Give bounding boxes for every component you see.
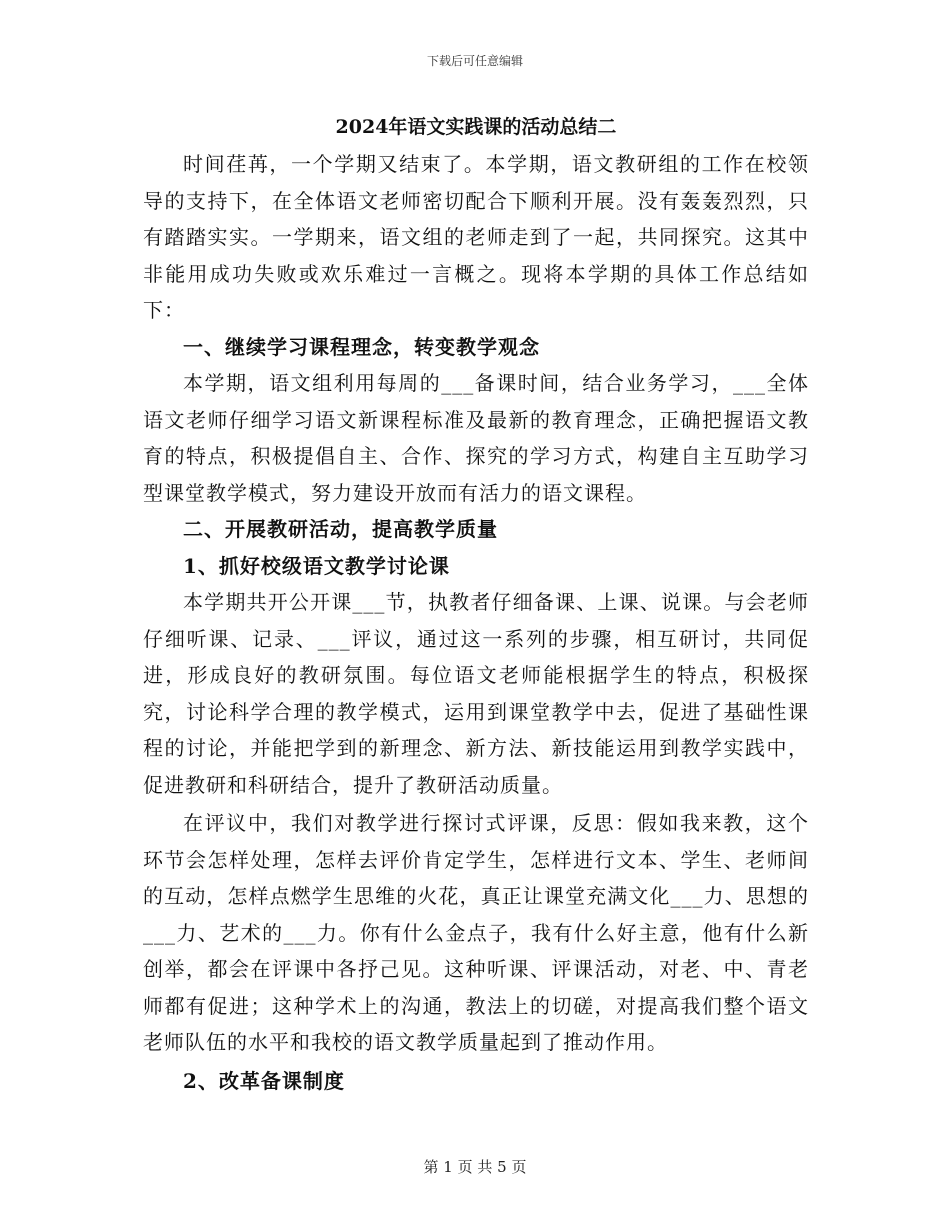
document-body [143,110,809,1099]
section-2-heading: 二、开展教研活动，提高教学质量 [183,517,498,541]
section-1-heading: 一、继续学习课程理念，转变教学观念 [183,334,540,359]
subsection-1-paragraph-1: 本学期共开公开课___节，执教者仔细备课、上课、说课。与会老师仔细听课、记录、___评议，通过这一系列的步骤，相互研讨，共同促进，形成良好的教研氛围。每位语文老师能根据学生的特点，积极探究，讨论科学合理的教学模式，运用到课堂教学中去，促进了基础性课程的讨论，并能把学到的新理念、新方法、新技能运用到教学实践中，促进教研和科研结合，提升了教研活动质量。 [143,590,809,797]
page-indicator: 第 1 页 共 5 页 [423,1158,527,1176]
subsection-2-heading: 2、改革备课制度 [183,1068,345,1093]
section-1-paragraph: 本学期，语文组利用每周的___备课时间，结合业务学习，___全体语文老师仔细学习语文新课程标准及最新的教育理念，正确把握语文教育的特点，积极提倡自主、合作、探究的学习方式，构建自主互助学习型课堂教学模式，努力建设开放而有活力的语文课程。 [143,371,809,505]
page-header-note: 下载后可任意编辑 [426,54,523,68]
intro-paragraph: 时间荏苒，一个学期又结束了。本学期，语文教研组的工作在校领导的支持下，在全体语文老师密切配合下顺利开展。没有轰轰烈烈，只有踏踏实实。一学期来，语文组的老师走到了一起，共同探究。这其中非能用成功失败或欢乐难过一言概之。现将本学期的具体工作总结如下： [143,152,809,322]
subsection-1-paragraph-2: 在评议中，我们对教学进行探讨式评课，反思：假如我来教，这个环节会怎样处理，怎样去评价肯定学生，怎样进行文本、学生、老师间的互动，怎样点燃学生思维的火花，真正让课堂充满文化___力、思想的___力、艺术的___力。你有什么金点子，我有什么好主意，他有什么新创举，都会在评课中各抒己见。这种听课、评课活动，对老、中、青老师都有促进；这种学术上的沟通，教法上的切磋，对提高我们整个语文老师队伍的水平和我校的语文教学质量起到了推动作用。 [143,811,809,1054]
subsection-1-heading: 1、抓好校级语文教学讨论课 [183,553,450,578]
document-title: 2024年语文实践课的活动总结二 [335,116,617,138]
